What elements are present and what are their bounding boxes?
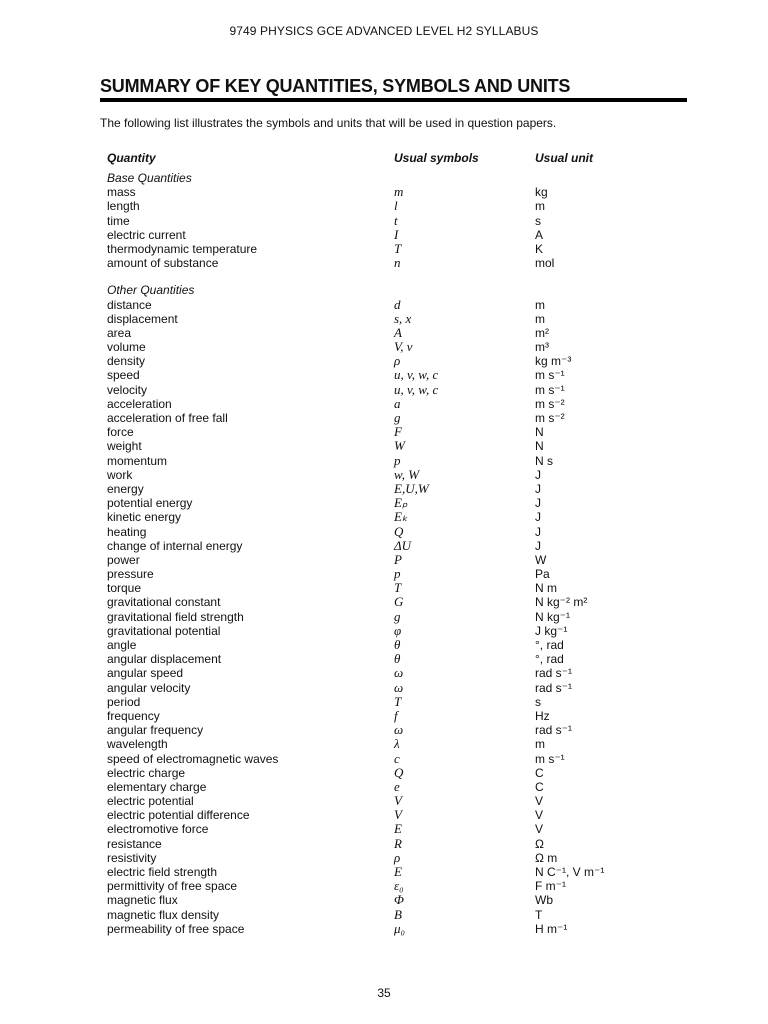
symbol-cell: E (394, 821, 402, 837)
unit-cell: C (535, 765, 544, 780)
quantity-cell: resistivity (107, 850, 157, 865)
unit-cell: m s⁻² (535, 411, 565, 425)
quantity-cell: angle (107, 638, 137, 652)
symbol-cell: n (394, 255, 401, 271)
unit-cell: J (535, 481, 541, 496)
unit-cell: mol (535, 256, 555, 271)
table-row (107, 595, 697, 609)
quantity-cell: power (107, 552, 140, 567)
symbol-cell: e (394, 778, 400, 794)
symbol-cell: V (394, 793, 402, 809)
running-header: 9749 PHYSICS GCE ADVANCED LEVEL H2 SYLLABUS (229, 24, 539, 38)
unit-cell: V (535, 808, 544, 823)
table-row (107, 780, 697, 794)
unit-cell: s (535, 694, 541, 709)
table-row (107, 553, 697, 567)
table-row (107, 865, 697, 879)
quantity-cell: heating (107, 524, 147, 539)
quantity-cell: permittivity of free space (107, 879, 238, 894)
symbol-cell: d (394, 296, 401, 312)
table-row (107, 794, 697, 808)
table-row (107, 185, 697, 199)
symbol-cell: ω (394, 722, 404, 738)
symbol-cell: w, W (394, 466, 420, 482)
table-row (107, 610, 697, 624)
unit-cell: N kg⁻¹ (535, 609, 571, 624)
unit-cell: C (535, 779, 544, 794)
table-row (107, 851, 697, 865)
unit-cell: J kg⁻¹ (535, 623, 568, 638)
quantity-cell: thermodynamic temperature (107, 241, 258, 256)
table-row (107, 496, 697, 510)
symbol-cell: Eₚ (394, 495, 408, 511)
unit-cell: N kg⁻² m² (535, 595, 588, 610)
unit-cell: m s⁻² (535, 396, 565, 411)
quantity-cell: displacement (107, 311, 178, 326)
unit-cell: J (535, 510, 541, 525)
unit-cell: kg m⁻³ (535, 354, 572, 369)
table-row (107, 298, 697, 312)
table-row (107, 737, 697, 751)
table-row (107, 822, 697, 836)
table-row (107, 510, 697, 524)
symbol-cell: W (394, 438, 405, 454)
symbol-cell: m (394, 184, 404, 200)
unit-cell: V (535, 794, 544, 809)
symbol-cell: ρ (394, 849, 401, 865)
quantity-cell: velocity (107, 382, 148, 397)
quantity-cell: energy (107, 481, 144, 496)
table-row (107, 766, 697, 780)
symbol-cell: P (394, 551, 402, 567)
quantity-cell: acceleration of free fall (107, 411, 228, 425)
table-row (107, 525, 697, 539)
table-row (107, 383, 697, 397)
quantity-cell: magnetic flux density (107, 907, 220, 922)
quantity-cell: gravitational constant (107, 595, 221, 610)
unit-cell: N m (535, 581, 557, 596)
column-header-unit: Usual unit (535, 151, 594, 165)
unit-cell: J (535, 496, 541, 511)
quantity-cell: electric potential (107, 794, 194, 809)
table-row (107, 256, 697, 270)
quantity-cell: wavelength (107, 737, 168, 752)
table-row (107, 638, 697, 652)
unit-cell: °, rad (535, 638, 564, 652)
symbol-cell: ω (394, 679, 404, 695)
unit-cell: J (535, 538, 541, 553)
quantity-cell: speed of electromagnetic waves (107, 751, 279, 766)
unit-cell: m (535, 297, 545, 312)
symbol-cell: u, v, w, c (394, 381, 439, 397)
symbol-cell: λ (394, 736, 400, 752)
quantity-cell: work (107, 467, 133, 482)
symbol-cell: T (394, 240, 402, 256)
symbol-cell: u, v, w, c (394, 367, 439, 383)
quantity-cell: resistance (107, 836, 162, 851)
quantity-cell: amount of substance (107, 256, 219, 271)
table-row (107, 567, 697, 581)
quantities-table (107, 171, 697, 936)
quantity-cell: electric potential difference (107, 808, 250, 823)
unit-cell: Ω m (535, 850, 558, 865)
quantity-cell: density (107, 354, 146, 369)
quantity-cell: time (107, 213, 130, 228)
table-row (107, 354, 697, 368)
unit-cell: F m⁻¹ (535, 879, 566, 894)
table-row (107, 199, 697, 213)
table-row (107, 228, 697, 242)
symbol-cell: g (394, 608, 401, 624)
table-row (107, 922, 697, 936)
quantity-cell: torque (107, 581, 142, 596)
quantity-cell: acceleration (107, 396, 172, 411)
symbol-cell: p (394, 566, 401, 582)
unit-cell: °, rad (535, 652, 564, 667)
symbol-cell: c (394, 750, 400, 766)
quantity-cell: electromotive force (107, 822, 209, 837)
quantity-cell: magnetic flux (107, 893, 178, 908)
unit-cell: Pa (535, 567, 550, 582)
symbol-cell: μ₀ (394, 920, 406, 936)
table-row (107, 482, 697, 496)
unit-cell: V (535, 822, 544, 837)
unit-cell: N (535, 439, 544, 454)
symbol-cell: θ (394, 637, 401, 652)
quantity-cell: electric field strength (107, 865, 218, 879)
table-row (107, 539, 697, 553)
quantity-cell: length (107, 199, 140, 214)
unit-cell: kg (535, 185, 548, 200)
quantity-cell: force (107, 425, 134, 440)
symbol-cell: E (394, 864, 402, 879)
symbol-cell: ω (394, 665, 404, 681)
symbol-cell: Φ (394, 892, 404, 908)
column-header-quantity: Quantity (107, 151, 156, 165)
quantity-cell: angular displacement (107, 652, 222, 667)
symbol-cell: s, x (394, 310, 412, 326)
unit-cell: m (535, 311, 545, 326)
symbol-cell: Eₖ (394, 509, 408, 525)
quantity-cell: angular velocity (107, 680, 191, 695)
column-header-symbol: Usual symbols (394, 151, 479, 165)
unit-cell: rad s⁻¹ (535, 723, 573, 738)
table-row (107, 214, 697, 228)
unit-cell: rad s⁻¹ (535, 680, 573, 695)
quantity-cell: angular frequency (107, 723, 204, 738)
symbol-cell: R (394, 835, 402, 851)
quantity-cell: angular speed (107, 666, 184, 681)
quantity-cell: mass (107, 185, 136, 200)
table-row (107, 624, 697, 638)
symbol-cell: ε₀ (394, 878, 404, 894)
symbol-cell: E,U,W (394, 480, 429, 496)
quantity-cell: gravitational field strength (107, 609, 244, 624)
unit-cell: m (535, 737, 545, 752)
unit-cell: N C⁻¹, V m⁻¹ (535, 865, 605, 879)
symbol-cell: I (394, 226, 399, 242)
quantity-cell: elementary charge (107, 779, 207, 794)
unit-cell: m² (535, 325, 549, 340)
unit-cell: W (535, 552, 547, 567)
section-heading (107, 171, 697, 185)
quantity-cell: change of internal energy (107, 538, 243, 553)
quantity-cell: distance (107, 297, 152, 312)
symbol-cell: t (394, 212, 398, 228)
symbol-cell: V, v (394, 339, 413, 355)
symbol-cell: G (394, 594, 404, 610)
title-rule (100, 98, 687, 102)
table-row (107, 908, 697, 922)
quantity-cell: volume (107, 340, 146, 355)
table-row (107, 879, 697, 893)
section-gap (107, 270, 697, 283)
table-row (107, 752, 697, 766)
table-row (107, 368, 697, 382)
page-number: 35 (377, 986, 391, 1000)
table-row (107, 454, 697, 468)
quantity-cell: speed (107, 368, 140, 383)
table-row (107, 808, 697, 822)
unit-cell: N (535, 425, 544, 440)
unit-cell: T (535, 907, 543, 922)
unit-cell: N s (535, 453, 553, 468)
table-row (107, 581, 697, 595)
symbol-cell: ρ (394, 353, 401, 369)
symbol-cell: T (394, 580, 402, 596)
symbol-cell: p (394, 452, 401, 468)
table-row (107, 695, 697, 709)
symbol-cell: T (394, 693, 402, 709)
quantity-cell: weight (107, 439, 142, 454)
unit-cell: Hz (535, 708, 550, 723)
table-row (107, 681, 697, 695)
symbol-cell: F (394, 424, 402, 440)
unit-cell: m (535, 199, 545, 214)
unit-cell: A (535, 227, 544, 242)
quantity-cell: potential energy (107, 496, 193, 511)
intro-text: The following list illustrates the symbols and units that will be used in question papers. (100, 116, 557, 130)
unit-cell: Wb (535, 893, 553, 908)
quantity-cell: period (107, 694, 141, 709)
symbol-cell: f (394, 707, 398, 723)
symbol-cell: g (394, 410, 401, 425)
quantity-cell: electric current (107, 227, 186, 242)
page-title: SUMMARY OF KEY QUANTITIES, SYMBOLS AND UNITS (100, 76, 571, 96)
table-row (107, 652, 697, 666)
quantity-cell: permeability of free space (107, 921, 245, 936)
unit-cell: Ω (535, 836, 544, 851)
table-row (107, 837, 697, 851)
symbol-cell: Q (394, 764, 404, 780)
quantity-cell: frequency (107, 708, 160, 723)
unit-cell: m s⁻¹ (535, 368, 565, 383)
quantity-cell: pressure (107, 567, 154, 582)
section-heading-label: Other Quantities (107, 283, 195, 298)
symbol-cell: a (394, 395, 401, 411)
unit-cell: H m⁻¹ (535, 921, 568, 936)
symbol-cell: φ (394, 622, 402, 638)
section-heading-label: Base Quantities (107, 171, 192, 185)
table-row (107, 425, 697, 439)
table-row (107, 312, 697, 326)
table-row (107, 340, 697, 354)
symbol-cell: B (394, 906, 402, 922)
table-row (107, 709, 697, 723)
symbol-cell: Q (394, 523, 404, 539)
table-row (107, 439, 697, 453)
unit-cell: m³ (535, 340, 549, 355)
quantity-cell: area (107, 325, 132, 340)
unit-cell: K (535, 241, 544, 256)
symbol-cell: V (394, 807, 402, 823)
unit-cell: rad s⁻¹ (535, 666, 573, 681)
table-row (107, 723, 697, 737)
quantity-cell: electric charge (107, 765, 186, 780)
table-row (107, 326, 697, 340)
unit-cell: s (535, 213, 541, 228)
symbol-cell: l (394, 198, 398, 214)
symbol-cell: θ (394, 651, 401, 667)
unit-cell: m s⁻¹ (535, 751, 565, 766)
table-row (107, 242, 697, 256)
unit-cell: J (535, 467, 541, 482)
symbol-cell: A (394, 324, 402, 340)
quantity-cell: momentum (107, 453, 168, 468)
table-row (107, 666, 697, 680)
table-row (107, 468, 697, 482)
table-row (107, 893, 697, 907)
unit-cell: J (535, 524, 541, 539)
section-heading (107, 283, 697, 297)
symbol-cell: ΔU (394, 537, 412, 553)
quantity-cell: gravitational potential (107, 623, 221, 638)
unit-cell: m s⁻¹ (535, 382, 565, 397)
quantity-cell: kinetic energy (107, 510, 182, 525)
table-row (107, 411, 697, 425)
table-row (107, 397, 697, 411)
